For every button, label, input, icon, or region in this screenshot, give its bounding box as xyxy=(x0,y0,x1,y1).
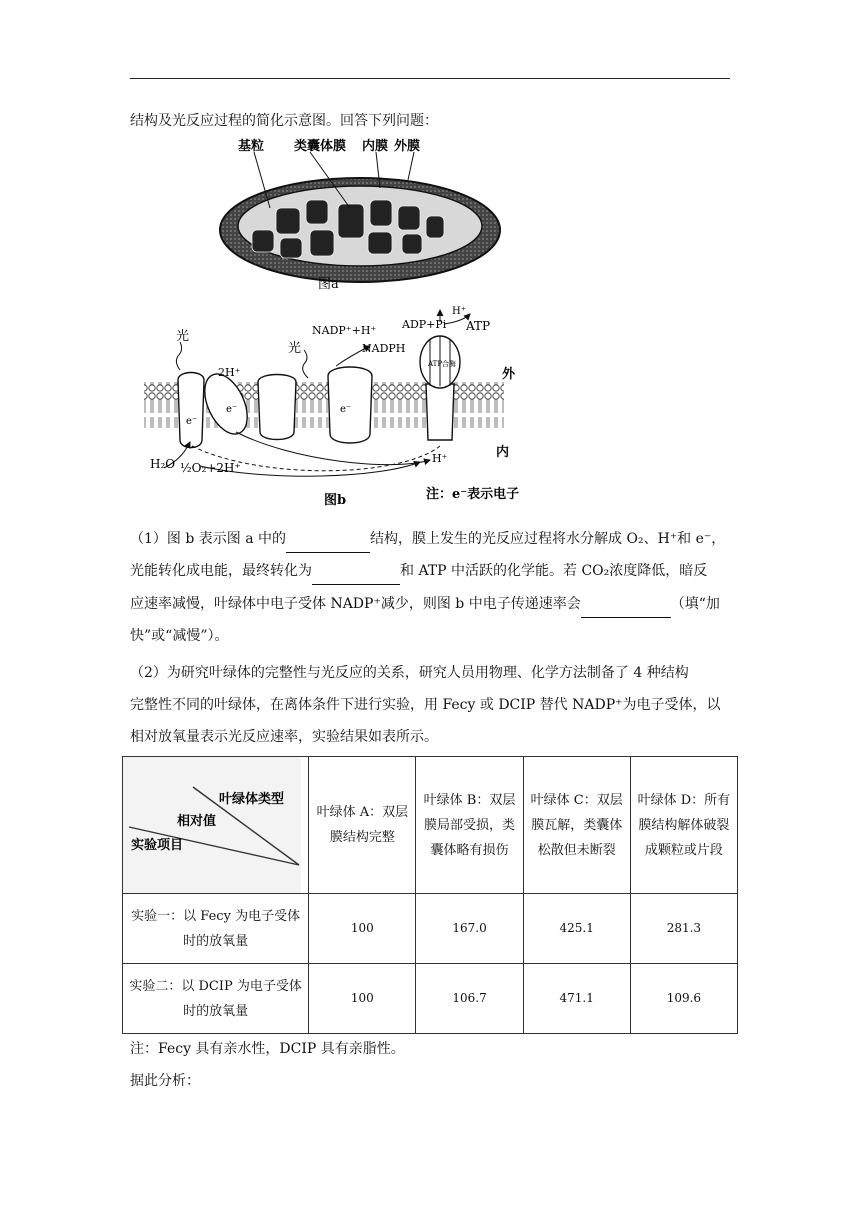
question-2-line-3: 相对放氧量表示光反应速率，实验结果如表所示。 xyxy=(130,729,438,745)
label-inner-membrane: 内膜 xyxy=(362,139,389,154)
q1-text-2b: 和 ATP 中活跃的化学能。若 CO₂浓度降低，暗反 xyxy=(400,563,708,579)
header-chloroplast-a: 叶绿体 A：双层膜结构完整 xyxy=(309,757,416,894)
q1-text-3a: 应速率减慢，叶绿体中电子受体 NADP⁺减少，则图 b 中电子传递速率会 xyxy=(130,596,581,612)
header-chloroplast-c: 叶绿体 C：双层膜瓦解，类囊体松散但未断裂 xyxy=(523,757,630,894)
label-thylakoid-membrane: 类囊体膜 xyxy=(294,139,347,154)
electron-label-3: e⁻ xyxy=(340,404,352,415)
results-table xyxy=(122,756,738,1034)
label-outer-membrane: 外膜 xyxy=(394,139,421,154)
answer-blank-3[interactable] xyxy=(581,591,671,618)
q1-text-1b: 结构，膜上发生的光反应过程将水分解成 O₂、H⁺和 e⁻， xyxy=(370,531,726,547)
light-label-1: 光 xyxy=(176,329,190,344)
adp-label: ADP+Pi xyxy=(402,318,447,331)
q1-text-1a: （1）图 b 表示图 a 中的 xyxy=(130,531,287,547)
question-1-line-3 xyxy=(130,591,740,618)
corner-diagonal xyxy=(123,757,301,893)
answer-blank-1[interactable] xyxy=(286,526,370,553)
cell-value: 109.6 xyxy=(630,964,737,1034)
table-header-row xyxy=(123,757,738,894)
cell-value: 281.3 xyxy=(630,894,737,964)
nadph-label: NADPH xyxy=(362,342,406,355)
header-chloroplast-d: 叶绿体 D：所有膜结构解体破裂成颗粒或片段 xyxy=(630,757,737,894)
two-h-label: 2H⁺ xyxy=(218,366,241,379)
electron-label-2: e⁻ xyxy=(226,404,238,415)
corner-relative-value: 相对值 xyxy=(177,814,217,829)
row-label-experiment-2: 实验二：以 DCIP 为电子受体时的放氧量 xyxy=(123,964,309,1034)
table-corner-cell xyxy=(123,757,309,894)
electron-label-1: e⁻ xyxy=(186,416,198,427)
cell-value: 106.7 xyxy=(416,964,523,1034)
figure-b-caption: 图b xyxy=(324,493,347,508)
table-row xyxy=(123,894,738,964)
inside-label: 内 xyxy=(496,445,510,460)
cell-value: 100 xyxy=(309,894,416,964)
figure-a-chloroplast xyxy=(210,138,510,298)
figure-b-light-reaction xyxy=(140,300,540,510)
nadp-label: NADP⁺+H⁺ xyxy=(312,324,377,337)
q1-text-2a: 光能转化成电能，最终转化为 xyxy=(130,563,312,579)
table-row xyxy=(123,964,738,1034)
water-split-label: ½O₂+2H⁺ xyxy=(180,461,241,475)
label-granum: 基粒 xyxy=(238,139,265,154)
atp-enzyme-label: ATP合酶 xyxy=(428,360,457,368)
water-label: H₂O xyxy=(150,457,176,471)
question-2-line-2: 完整性不同的叶绿体，在离体条件下进行实验，用 Fecy 或 DCIP 替代 NADP⁺为电子受体，以 xyxy=(130,697,721,713)
figure-a-caption: 图a xyxy=(318,277,339,292)
cell-value: 167.0 xyxy=(416,894,523,964)
header-chloroplast-b: 叶绿体 B：双层膜局部受损，类囊体略有损伤 xyxy=(416,757,523,894)
cell-value: 425.1 xyxy=(523,894,630,964)
question-1-line-1 xyxy=(130,526,740,553)
question-2-line-1: （2）为研究叶绿体的完整性与光反应的关系，研究人员用物理、化学方法制备了 4 种结构 xyxy=(130,665,689,681)
cell-value: 471.1 xyxy=(523,964,630,1034)
header-rule xyxy=(130,78,730,79)
row-label-experiment-1: 实验一：以 Fecy 为电子受体时的放氧量 xyxy=(123,894,309,964)
analysis-prompt: 据此分析： xyxy=(130,1073,200,1089)
corner-chloroplast-type: 叶绿体类型 xyxy=(219,792,285,807)
q1-text-3b: （填“加 xyxy=(670,596,720,612)
answer-blank-2[interactable] xyxy=(312,558,400,585)
atp-label: ATP xyxy=(466,319,491,333)
question-1-line-4: 快”或“减慢”）。 xyxy=(130,628,229,644)
corner-experiment-item: 实验项目 xyxy=(131,838,184,853)
h-top-label: H⁺ xyxy=(452,306,466,317)
intro-text: 结构及光反应过程的简化示意图。回答下列问题： xyxy=(130,113,438,129)
light-label-2: 光 xyxy=(288,341,302,356)
h-bottom-label: H⁺ xyxy=(432,452,448,465)
outside-label: 外 xyxy=(502,367,516,382)
table-note: 注：Fecy 具有亲水性，DCIP 具有亲脂性。 xyxy=(130,1041,405,1057)
cell-value: 100 xyxy=(309,964,416,1034)
figure-b-note: 注：e⁻表示电子 xyxy=(426,487,520,502)
question-1-line-2 xyxy=(130,558,740,585)
